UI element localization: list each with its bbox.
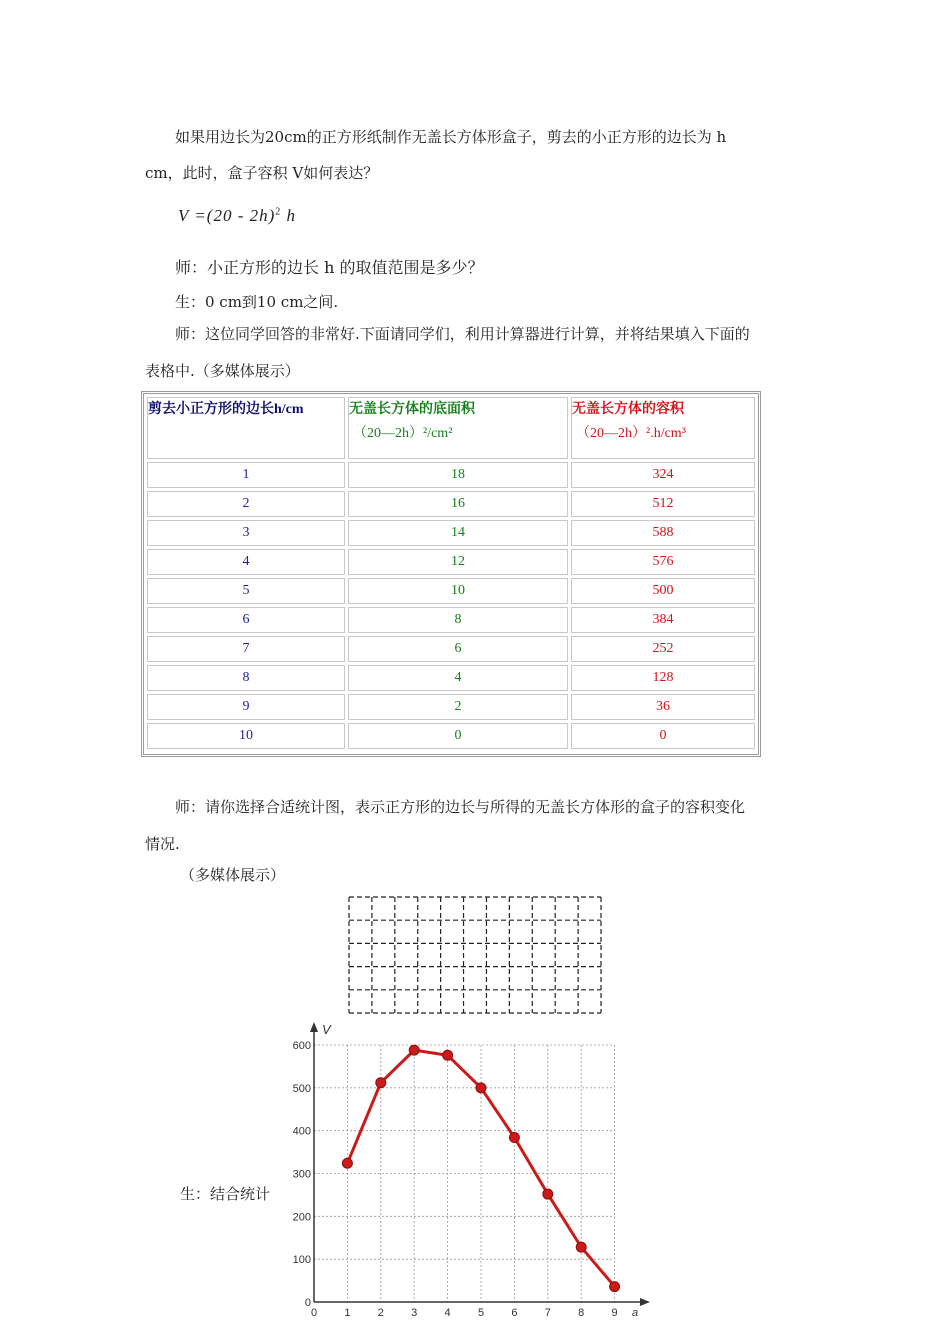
x-tick-label: 8 bbox=[578, 1307, 585, 1319]
paragraph-intro-cont: cm，此时，盒子容积 V如何表达？ bbox=[145, 164, 379, 182]
base-area-cell: 0 bbox=[348, 723, 568, 749]
table-row bbox=[147, 462, 755, 488]
data-point bbox=[443, 1050, 453, 1060]
side-length-cell: 4 bbox=[147, 549, 345, 575]
table-row bbox=[147, 549, 755, 575]
side-length-cell: 9 bbox=[147, 694, 345, 720]
header-volume: 无盖长方体的容积 （20—2h）².h/cm³ bbox=[571, 397, 755, 459]
base-area-cell: 4 bbox=[348, 665, 568, 691]
teacher-instruction-cont: 表格中.（多媒体展示） bbox=[145, 362, 300, 380]
student-note: 生：结合统计 bbox=[180, 1185, 271, 1203]
volume-cell: 512 bbox=[571, 491, 755, 517]
y-tick-label: 200 bbox=[292, 1211, 311, 1224]
base-area-cell: 6 bbox=[348, 636, 568, 662]
header-base-area: 无盖长方体的底面积 （20—2h）²/cm² bbox=[348, 397, 568, 459]
table-row bbox=[147, 694, 755, 720]
y-axis-arrow bbox=[310, 1022, 318, 1032]
data-point bbox=[476, 1083, 486, 1093]
y-tick-label: 400 bbox=[292, 1125, 311, 1138]
multimedia-note: （多媒体展示） bbox=[180, 866, 286, 884]
volume-cell: 324 bbox=[571, 462, 755, 488]
table-row bbox=[147, 520, 755, 546]
x-tick-label: 2 bbox=[377, 1307, 384, 1319]
x-axis-label: a bbox=[632, 1307, 639, 1319]
formula-lhs: V bbox=[178, 206, 190, 225]
base-area-cell: 14 bbox=[348, 520, 568, 546]
teacher-chart-prompt: 师：请你选择合适统计图，表示正方形的边长与所得的无盖长方体形的盒子的容积变化 bbox=[175, 798, 746, 816]
table-row bbox=[147, 491, 755, 517]
side-length-cell: 5 bbox=[147, 578, 345, 604]
data-point bbox=[342, 1158, 352, 1168]
x-axis-arrow bbox=[640, 1298, 650, 1306]
data-point bbox=[376, 1078, 386, 1088]
x-tick-label: 3 bbox=[411, 1307, 418, 1319]
x-tick-label: 1 bbox=[344, 1307, 351, 1319]
y-tick-label: 0 bbox=[304, 1297, 311, 1309]
data-point bbox=[576, 1242, 586, 1252]
formula-rhs: =(20 - 2h) bbox=[194, 206, 276, 225]
y-tick-label: 100 bbox=[292, 1254, 311, 1267]
y-tick-label: 500 bbox=[292, 1082, 311, 1095]
y-tick-label: 600 bbox=[292, 1040, 311, 1052]
volume-cell: 588 bbox=[571, 520, 755, 546]
y-axis-label: V bbox=[322, 1022, 331, 1037]
paragraph-intro: 如果用边长为20cm的正方形纸制作无盖长方体形盒子，剪去的小正方形的边长为 h bbox=[175, 128, 727, 146]
x-tick-label: 0 bbox=[310, 1307, 318, 1319]
data-point bbox=[409, 1045, 419, 1055]
volume-cell: 576 bbox=[571, 549, 755, 575]
teacher-chart-prompt-cont: 情况. bbox=[145, 835, 180, 853]
teacher-question: 师：小正方形的边长 h 的取值范围是多少？ bbox=[175, 258, 484, 277]
results-table bbox=[141, 391, 761, 757]
teacher-instruction: 师：这位同学回答的非常好.下面请同学们，利用计算器进行计算，并将结果填入下面的 bbox=[175, 325, 750, 343]
table-row bbox=[147, 723, 755, 749]
formula-tail: h bbox=[281, 206, 297, 225]
base-area-cell: 10 bbox=[348, 578, 568, 604]
table-row bbox=[147, 607, 755, 633]
table-row bbox=[147, 578, 755, 604]
blank-grid bbox=[348, 896, 602, 1014]
side-length-cell: 3 bbox=[147, 520, 345, 546]
side-length-cell: 6 bbox=[147, 607, 345, 633]
data-point bbox=[509, 1133, 519, 1143]
x-tick-label: 6 bbox=[511, 1307, 518, 1319]
formula-exponent: 2 bbox=[275, 206, 282, 218]
base-area-cell: 8 bbox=[348, 607, 568, 633]
volume-cell: 252 bbox=[571, 636, 755, 662]
base-area-cell: 18 bbox=[348, 462, 568, 488]
data-point bbox=[543, 1189, 553, 1199]
table-row bbox=[147, 636, 755, 662]
volume-cell: 128 bbox=[571, 665, 755, 691]
data-point bbox=[610, 1282, 620, 1292]
volume-cell: 384 bbox=[571, 607, 755, 633]
volume-formula bbox=[178, 206, 296, 226]
side-length-cell: 2 bbox=[147, 491, 345, 517]
x-tick-label: 7 bbox=[544, 1307, 551, 1319]
x-tick-label: 5 bbox=[477, 1307, 485, 1319]
table-row bbox=[147, 665, 755, 691]
header-side-length: 剪去小正方形的边长h/cm bbox=[147, 397, 345, 459]
y-tick-label: 300 bbox=[292, 1168, 311, 1181]
side-length-cell: 1 bbox=[147, 462, 345, 488]
base-area-cell: 2 bbox=[348, 694, 568, 720]
volume-cell: 500 bbox=[571, 578, 755, 604]
x-tick-label: 9 bbox=[611, 1307, 618, 1319]
volume-cell: 36 bbox=[571, 694, 755, 720]
base-area-cell: 16 bbox=[348, 491, 568, 517]
side-length-cell: 8 bbox=[147, 665, 345, 691]
student-answer: 生：0 cm到10 cm之间. bbox=[175, 293, 339, 311]
base-area-cell: 12 bbox=[348, 549, 568, 575]
side-length-cell: 10 bbox=[147, 723, 345, 749]
x-tick-label: 4 bbox=[444, 1307, 451, 1319]
side-length-cell: 7 bbox=[147, 636, 345, 662]
volume-line-chart bbox=[282, 1020, 654, 1320]
volume-cell: 0 bbox=[571, 723, 755, 749]
